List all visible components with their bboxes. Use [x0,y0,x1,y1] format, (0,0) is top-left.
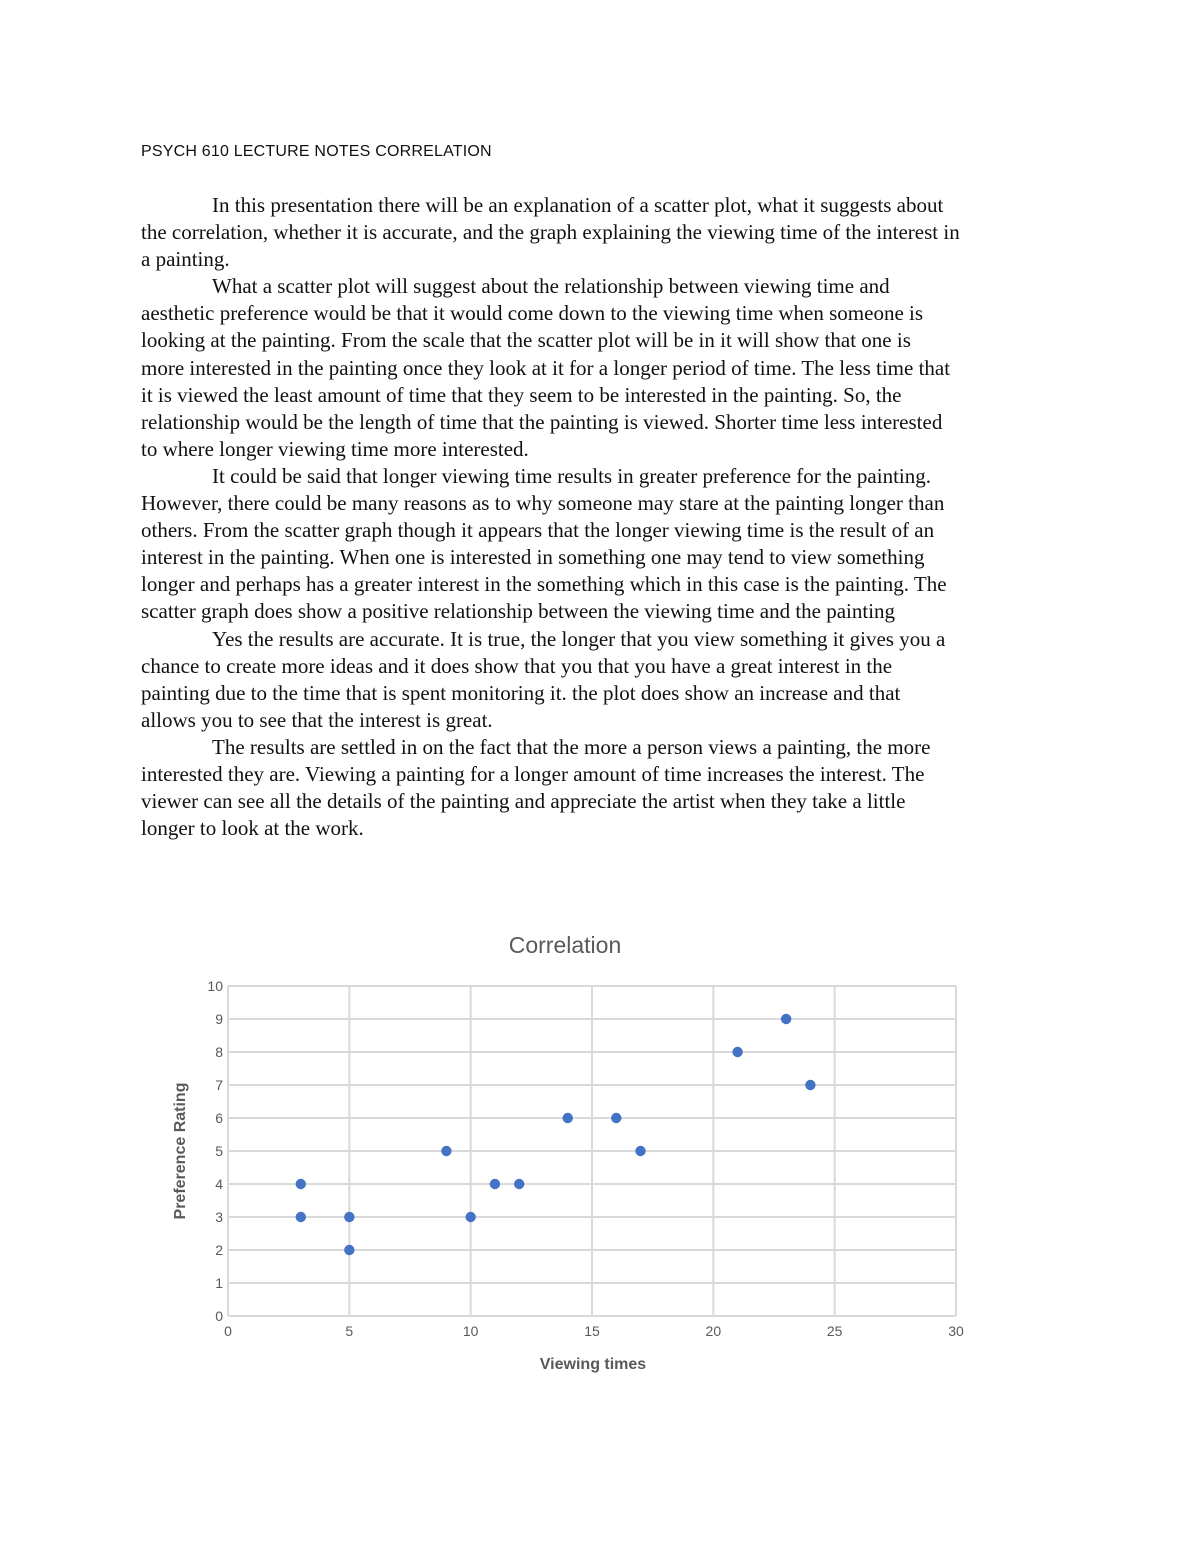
y-axis-ticks [207,978,223,1324]
paragraph-line: chance to create more ideas and it does show that you that you have a great interest in the [141,653,893,678]
data-point [344,1245,354,1255]
x-tick-label: 25 [826,1323,843,1339]
x-tick-label: 10 [462,1323,479,1339]
paragraph-line: What a scatter plot will suggest about the relationship between viewing time and [212,274,890,299]
data-point [296,1179,306,1189]
paragraph-line: to where longer viewing time more interested. [141,436,529,461]
paragraph-line: allows you to see that the interest is great. [141,707,493,732]
paragraph-line: viewer can see all the details of the painting and appreciate the artist when they take a little [141,789,906,814]
data-point [732,1047,742,1057]
y-tick-label: 1 [215,1275,223,1291]
data-point [563,1113,573,1123]
y-tick-label: 2 [215,1242,223,1258]
data-point [514,1179,524,1189]
data-point [441,1146,451,1156]
paragraph-line: However, there could be many reasons as to why someone may stare at the painting longer than [141,491,945,516]
paragraph-line: The results are settled in on the fact that the more a person views a painting, the more [212,734,931,759]
data-point [490,1179,500,1189]
paragraph-line: longer to look at the work. [141,816,364,841]
data-point [465,1212,475,1222]
y-tick-label: 9 [215,1011,223,1027]
paragraph-line: interest in the painting. When one is interested in something one may tend to view something [141,545,925,570]
scatter-chart [160,920,980,1390]
data-point [635,1146,645,1156]
y-tick-label: 8 [215,1044,223,1060]
page-title: PSYCH 610 LECTURE NOTES CORRELATION [141,143,492,160]
y-tick-label: 0 [215,1308,223,1324]
paragraph-line: In this presentation there will be an explanation of a scatter plot, what it suggests about [212,193,944,217]
paragraph-line: others. From the scatter graph though it appears that the longer viewing time is the result of an [141,518,935,543]
paragraph-line: a painting. [141,247,230,272]
paragraph-line: it is viewed the least amount of time that they seem to be interested in the painting. So, the [141,382,902,407]
paragraph-line: scatter graph does show a positive relationship between the viewing time and the painting [141,599,896,624]
data-point [344,1212,354,1222]
y-tick-label: 6 [215,1110,223,1126]
data-point [781,1014,791,1024]
paragraph-line: It could be said that longer viewing time results in greater preference for the painting. [212,463,931,488]
paragraph-line: more interested in the painting once they look at it for a longer period of time. The less time that [141,355,951,380]
paragraph-line: longer and perhaps has a greater interest in the something which in this case is the painting. The [141,572,947,597]
data-point [805,1080,815,1090]
chart-grid [228,986,956,1316]
y-tick-label: 4 [215,1176,223,1192]
paragraph-line: the correlation, whether it is accurate, and the graph explaining the viewing time of the interest in [141,220,960,245]
paragraph-line: Yes the results are accurate. It is true, the longer that you view something it gives you a [212,626,946,651]
data-points [296,1014,816,1255]
y-axis-label: Preference Rating [172,1082,189,1220]
x-tick-label: 0 [224,1323,232,1339]
x-tick-label: 5 [345,1323,354,1339]
x-tick-label: 30 [948,1323,964,1339]
x-axis-label: Viewing times [539,1356,647,1373]
x-tick-label: 15 [584,1323,600,1339]
y-tick-label: 7 [215,1077,223,1093]
y-tick-label: 10 [207,978,223,994]
paragraph-line: interested they are. Viewing a painting for a longer amount of time increases the interest. The [141,761,925,786]
paragraph-line: looking at the painting. From the scale that the scatter plot will be in it will show that one is [141,328,911,353]
chart-title: Correlation [508,932,622,958]
paragraph-line: painting due to the time that is spent monitoring it. the plot does show an increase and that [141,680,901,705]
paragraph-line: relationship would be the length of time that the painting is viewed. Shorter time less interested [141,409,943,434]
paragraph-line: aesthetic preference would be that it would come down to the viewing time when someone is [141,301,924,326]
data-point [611,1113,621,1123]
x-tick-label: 20 [705,1323,722,1339]
x-axis-ticks [224,1323,964,1339]
data-point [296,1212,306,1222]
y-tick-label: 3 [215,1209,223,1225]
body-text [141,192,1066,842]
y-tick-label: 5 [215,1143,223,1159]
